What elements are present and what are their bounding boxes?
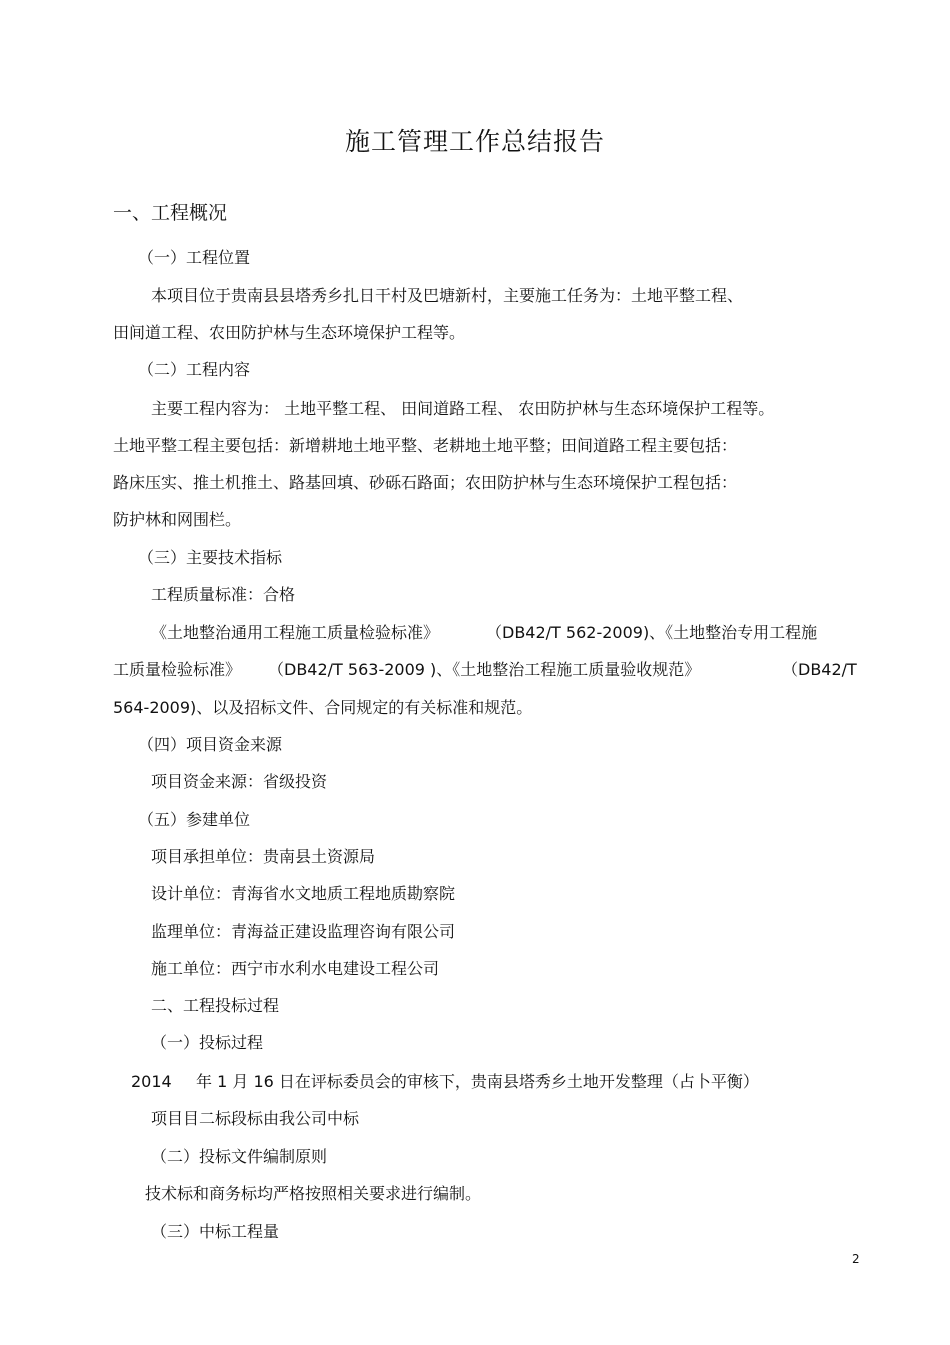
subsection-heading-bidding: （一）投标过程 [151,1033,264,1052]
subsection-heading-funding: （四）项目资金来源 [138,735,283,754]
standard-code: （DB42/T [782,660,857,679]
bid-year: 2014 [131,1072,172,1091]
subsection-heading-participants: （五）参建单位 [138,810,251,829]
section-heading-2: 二、工程投标过程 [151,996,280,1015]
paragraph-line: 路床压实、推土机推土、路基回填、砂砾石路面；农田防护林与生态环境保护工程包括： [113,473,738,492]
funding-line: 项目资金来源：省级投资 [151,772,328,791]
participant-line: 监理单位：青海益正建设监理咨询有限公司 [151,922,456,941]
page-number: 2 [852,1252,860,1266]
participant-line: 设计单位：青海省水文地质工程地质勘察院 [151,884,456,903]
paragraph-line: 土地平整工程主要包括：新增耕地土地平整、老耕地土地平整；田间道路工程主要包括： [113,436,738,455]
standard-code: （DB42/T 563-2009 )、《土地整治工程施工质量验收规范》 [268,660,701,679]
document-title: 施工管理工作总结报告 [344,127,605,156]
paragraph-line: 主要工程内容为： 土地平整工程、 田间道路工程、 农田防护林与生态环境保护工程等。 [151,399,775,418]
participant-line: 施工单位：西宁市水利水电建设工程公司 [151,959,440,978]
standard-name: 《土地整治通用工程施工质量检验标准》 [151,623,440,642]
paragraph-line: 技术标和商务标均严格按照相关要求进行编制。 [145,1184,482,1203]
paragraph-line: 564-2009)、以及招标文件、合同规定的有关标准和规范。 [113,698,533,717]
paragraph-line: 防护林和网围栏。 [113,510,242,529]
paragraph-line: 项目目二标段标由我公司中标 [151,1109,360,1128]
participant-line: 项目承担单位：贵南县土资源局 [151,847,376,866]
paragraph-line: 田间道工程、农田防护林与生态环境保护工程等。 [113,323,466,342]
standard-name: 工质量检验标准》 [113,660,242,679]
subsection-heading-content: （二）工程内容 [138,360,251,379]
subsection-heading-bid-principles: （二）投标文件编制原则 [151,1147,328,1166]
subsection-heading-tech-indicators: （三）主要技术指标 [138,548,283,567]
paragraph-line: 本项目位于贵南县县塔秀乡扎日干村及巴塘新村，主要施工任务为：土地平整工程、 [151,286,744,305]
standard-code: （DB42/T 562-2009)、《土地整治专用工程施 [486,623,818,642]
quality-standard-line: 工程质量标准：合格 [151,585,296,604]
section-heading-1: 一、工程概况 [113,202,228,224]
paragraph-line: 年 1 月 16 日在评标委员会的审核下，贵南县塔秀乡土地开发整理（占卜平衡） [196,1072,759,1091]
subsection-heading-bid-quantity: （三）中标工程量 [151,1222,280,1241]
subsection-heading-location: （一）工程位置 [138,248,251,267]
